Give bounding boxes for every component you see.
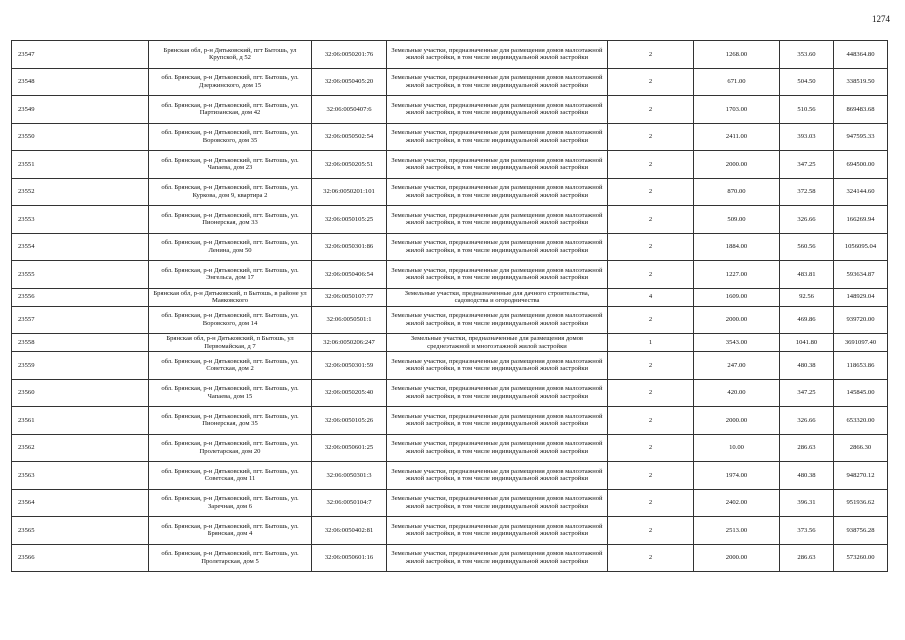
specific-value-cell: 326.66 — [780, 206, 834, 234]
cadastral-value-cell: 1056095.04 — [834, 233, 888, 261]
address-cell: обл. Брянская, р-н Дятьковский, пгт. Бытошь, ул. Брянская, дом 4 — [149, 517, 312, 545]
address-cell: обл. Брянская, р-н Дятьковский, пгт. Бытошь, ул. Пролетарская, дом 20 — [149, 434, 312, 462]
address-cell: обл. Брянская, р-н Дятьковский, пгт. Бытошь, ул. Пионерская, дом 33 — [149, 206, 312, 234]
land-registry-table — [11, 40, 888, 572]
cadastral-value-cell: 166269.94 — [834, 206, 888, 234]
table-row — [12, 41, 888, 69]
cadastral-value-cell: 573260.00 — [834, 544, 888, 572]
cadastral-value-cell: 948270.12 — [834, 462, 888, 490]
land-use-cell: Земельные участки, предназначенные для размещения домов малоэтажной жилой застройки, в том числе индивидуальной жилой застройки — [387, 489, 608, 517]
row-number-cell: 23566 — [12, 544, 149, 572]
cadastral-number-cell: 32:06:0050405:20 — [312, 68, 387, 96]
use-group-cell: 2 — [608, 41, 694, 69]
area-cell: 420.00 — [694, 379, 780, 407]
row-number-cell: 23547 — [12, 41, 149, 69]
use-group-cell: 2 — [608, 306, 694, 334]
area-cell: 1974.00 — [694, 462, 780, 490]
area-cell: 509.00 — [694, 206, 780, 234]
address-cell: Брянская обл, р-н Дятьковский, п Бытошь, ул Первомайская, д 7 — [149, 334, 312, 352]
specific-value-cell: 504.50 — [780, 68, 834, 96]
area-cell: 2513.00 — [694, 517, 780, 545]
row-number-cell: 23557 — [12, 306, 149, 334]
cadastral-value-cell: 2866.30 — [834, 434, 888, 462]
area-cell: 2402.00 — [694, 489, 780, 517]
cadastral-number-cell: 32:06:0050502:54 — [312, 123, 387, 151]
row-number-cell: 23553 — [12, 206, 149, 234]
area-cell: 2000.00 — [694, 151, 780, 179]
table-row — [12, 489, 888, 517]
cadastral-number-cell: 32:06:0050301:3 — [312, 462, 387, 490]
table-row — [12, 306, 888, 334]
address-cell: обл. Брянская, р-н Дятьковский, пгт. Бытошь, ул. Чапаева, дом 23 — [149, 151, 312, 179]
table-body — [12, 41, 888, 572]
row-number-cell: 23550 — [12, 123, 149, 151]
row-number-cell: 23555 — [12, 261, 149, 289]
land-use-cell: Земельные участки, предназначенные для дачного строительства, садоводства и огородничества — [387, 288, 608, 306]
table-row — [12, 123, 888, 151]
table-row — [12, 334, 888, 352]
cadastral-value-cell: 3691097.40 — [834, 334, 888, 352]
page-number: 1274 — [872, 14, 890, 24]
specific-value-cell: 353.60 — [780, 41, 834, 69]
specific-value-cell: 483.81 — [780, 261, 834, 289]
table-row — [12, 462, 888, 490]
row-number-cell: 23554 — [12, 233, 149, 261]
address-cell: Брянская обл, р-н Дятьковский, п Бытошь, в районе ул Маяковского — [149, 288, 312, 306]
use-group-cell: 2 — [608, 517, 694, 545]
area-cell: 1268.00 — [694, 41, 780, 69]
use-group-cell: 2 — [608, 434, 694, 462]
land-use-cell: Земельные участки, предназначенные для размещения домов малоэтажной жилой застройки, в том числе индивидуальной жилой застройки — [387, 178, 608, 206]
address-cell: обл. Брянская, р-н Дятьковский, пгт. Бытошь, ул. Пионерская, дом 35 — [149, 407, 312, 435]
table-row — [12, 544, 888, 572]
specific-value-cell: 480.38 — [780, 352, 834, 380]
specific-value-cell: 393.03 — [780, 123, 834, 151]
area-cell: 2000.00 — [694, 407, 780, 435]
address-cell: обл. Брянская, р-н Дятьковский, пгт. Бытошь, ул. Чапаева, дом 15 — [149, 379, 312, 407]
table-row — [12, 178, 888, 206]
cadastral-number-cell: 32:06:0050601:16 — [312, 544, 387, 572]
cadastral-value-cell: 448364.80 — [834, 41, 888, 69]
address-cell: обл. Брянская, р-н Дятьковский, пгт. Бытошь, ул. Воровского, дом 14 — [149, 306, 312, 334]
area-cell: 247.00 — [694, 352, 780, 380]
table-row — [12, 379, 888, 407]
land-use-cell: Земельные участки, предназначенные для размещения домов малоэтажной жилой застройки, в том числе индивидуальной жилой застройки — [387, 206, 608, 234]
land-use-cell: Земельные участки, предназначенные для размещения домов малоэтажной жилой застройки, в том числе индивидуальной жилой застройки — [387, 306, 608, 334]
specific-value-cell: 286.63 — [780, 434, 834, 462]
row-number-cell: 23560 — [12, 379, 149, 407]
specific-value-cell: 326.66 — [780, 407, 834, 435]
address-cell: обл. Брянская, р-н Дятьковский, пгт. Бытошь, ул. Партизанская, дом 42 — [149, 96, 312, 124]
use-group-cell: 2 — [608, 68, 694, 96]
area-cell: 2000.00 — [694, 306, 780, 334]
land-use-cell: Земельные участки, предназначенные для размещения домов малоэтажной жилой застройки, в том числе индивидуальной жилой застройки — [387, 151, 608, 179]
row-number-cell: 23549 — [12, 96, 149, 124]
cadastral-value-cell: 148929.04 — [834, 288, 888, 306]
row-number-cell: 23565 — [12, 517, 149, 545]
cadastral-number-cell: 32:06:0050107:77 — [312, 288, 387, 306]
table-row — [12, 96, 888, 124]
use-group-cell: 2 — [608, 206, 694, 234]
land-use-cell: Земельные участки, предназначенные для размещения домов малоэтажной жилой застройки, в том числе индивидуальной жилой застройки — [387, 517, 608, 545]
land-use-cell: Земельные участки, предназначенные для размещения домов малоэтажной жилой застройки, в том числе индивидуальной жилой застройки — [387, 41, 608, 69]
land-use-cell: Земельные участки, предназначенные для размещения домов малоэтажной жилой застройки, в том числе индивидуальной жилой застройки — [387, 379, 608, 407]
area-cell: 870.00 — [694, 178, 780, 206]
area-cell: 1227.00 — [694, 261, 780, 289]
cadastral-number-cell: 32:06:0050201:101 — [312, 178, 387, 206]
cadastral-number-cell: 32:06:0050104:7 — [312, 489, 387, 517]
land-use-cell: Земельные участки, предназначенные для размещения домов малоэтажной жилой застройки, в том числе индивидуальной жилой застройки — [387, 261, 608, 289]
use-group-cell: 2 — [608, 352, 694, 380]
land-use-cell: Земельные участки, предназначенные для размещения домов малоэтажной жилой застройки, в том числе индивидуальной жилой застройки — [387, 233, 608, 261]
row-number-cell: 23551 — [12, 151, 149, 179]
use-group-cell: 2 — [608, 151, 694, 179]
cadastral-number-cell: 32:06:0050402:81 — [312, 517, 387, 545]
cadastral-number-cell: 32:06:0050105:26 — [312, 407, 387, 435]
specific-value-cell: 347.25 — [780, 379, 834, 407]
cadastral-number-cell: 32:06:0050407:6 — [312, 96, 387, 124]
table-row — [12, 352, 888, 380]
land-use-cell: Земельные участки, предназначенные для размещения домов малоэтажной жилой застройки, в том числе индивидуальной жилой застройки — [387, 462, 608, 490]
use-group-cell: 4 — [608, 288, 694, 306]
cadastral-number-cell: 32:06:0050201:76 — [312, 41, 387, 69]
address-cell: обл. Брянская, р-н Дятьковский, пгт. Бытошь, ул. Ленина, дом 50 — [149, 233, 312, 261]
cadastral-value-cell: 694500.00 — [834, 151, 888, 179]
table-row — [12, 288, 888, 306]
specific-value-cell: 469.86 — [780, 306, 834, 334]
use-group-cell: 2 — [608, 178, 694, 206]
use-group-cell: 2 — [608, 261, 694, 289]
row-number-cell: 23556 — [12, 288, 149, 306]
cadastral-number-cell: 32:06:0050601:25 — [312, 434, 387, 462]
specific-value-cell: 373.56 — [780, 517, 834, 545]
cadastral-number-cell: 32:06:0050205:51 — [312, 151, 387, 179]
row-number-cell: 23564 — [12, 489, 149, 517]
use-group-cell: 2 — [608, 462, 694, 490]
cadastral-value-cell: 947595.33 — [834, 123, 888, 151]
row-number-cell: 23558 — [12, 334, 149, 352]
table-row — [12, 68, 888, 96]
land-use-cell: Земельные участки, предназначенные для размещения домов среднеэтажной и многоэтажной жилой застройки — [387, 334, 608, 352]
row-number-cell: 23552 — [12, 178, 149, 206]
specific-value-cell: 92.56 — [780, 288, 834, 306]
address-cell: обл. Брянская, р-н Дятьковский, пгт. Бытошь, ул. Советская, дом 2 — [149, 352, 312, 380]
address-cell: обл. Брянская, р-н Дятьковский, пгт. Бытошь, ул. Советская, дом 11 — [149, 462, 312, 490]
cadastral-value-cell: 338519.50 — [834, 68, 888, 96]
land-use-cell: Земельные участки, предназначенные для размещения домов малоэтажной жилой застройки, в том числе индивидуальной жилой застройки — [387, 434, 608, 462]
address-cell: обл. Брянская, р-н Дятьковский, пгт. Бытошь, ул. Куркова, дом 9, квартира 2 — [149, 178, 312, 206]
address-cell: обл. Брянская, р-н Дятьковский, пгт. Бытошь, ул. Пролетарская, дом 5 — [149, 544, 312, 572]
cadastral-value-cell: 593634.87 — [834, 261, 888, 289]
table-row — [12, 407, 888, 435]
land-use-cell: Земельные участки, предназначенные для размещения домов малоэтажной жилой застройки, в том числе индивидуальной жилой застройки — [387, 123, 608, 151]
table-row — [12, 151, 888, 179]
use-group-cell: 1 — [608, 334, 694, 352]
cadastral-value-cell: 145845.00 — [834, 379, 888, 407]
address-cell: обл. Брянская, р-н Дятьковский, пгт. Бытошь, ул. Дзержинского, дом 15 — [149, 68, 312, 96]
specific-value-cell: 510.56 — [780, 96, 834, 124]
specific-value-cell: 347.25 — [780, 151, 834, 179]
cadastral-number-cell: 32:06:0050301:59 — [312, 352, 387, 380]
address-cell: Брянская обл, р-н Дятьковский, пгт Бытошь, ул Крупской, д 52 — [149, 41, 312, 69]
table-row — [12, 261, 888, 289]
cadastral-value-cell: 118653.86 — [834, 352, 888, 380]
area-cell: 3543.00 — [694, 334, 780, 352]
use-group-cell: 2 — [608, 233, 694, 261]
cadastral-value-cell: 869483.68 — [834, 96, 888, 124]
use-group-cell: 2 — [608, 544, 694, 572]
area-cell: 1609.00 — [694, 288, 780, 306]
cadastral-number-cell: 32:06:0050406:54 — [312, 261, 387, 289]
cadastral-value-cell: 951936.62 — [834, 489, 888, 517]
use-group-cell: 2 — [608, 489, 694, 517]
cadastral-value-cell: 938756.28 — [834, 517, 888, 545]
cadastral-value-cell: 324144.60 — [834, 178, 888, 206]
area-cell: 671.00 — [694, 68, 780, 96]
specific-value-cell: 480.38 — [780, 462, 834, 490]
row-number-cell: 23563 — [12, 462, 149, 490]
area-cell: 2411.00 — [694, 123, 780, 151]
table-row — [12, 434, 888, 462]
land-use-cell: Земельные участки, предназначенные для размещения домов малоэтажной жилой застройки, в том числе индивидуальной жилой застройки — [387, 96, 608, 124]
area-cell: 1703.00 — [694, 96, 780, 124]
row-number-cell: 23562 — [12, 434, 149, 462]
cadastral-number-cell: 32:06:0050206:247 — [312, 334, 387, 352]
cadastral-number-cell: 32:06:0050105:25 — [312, 206, 387, 234]
table-row — [12, 517, 888, 545]
cadastral-number-cell: 32:06:0050301:86 — [312, 233, 387, 261]
use-group-cell: 2 — [608, 123, 694, 151]
address-cell: обл. Брянская, р-н Дятьковский, пгт. Бытошь, ул. Заречная, дом 6 — [149, 489, 312, 517]
land-use-cell: Земельные участки, предназначенные для размещения домов малоэтажной жилой застройки, в том числе индивидуальной жилой застройки — [387, 407, 608, 435]
land-use-cell: Земельные участки, предназначенные для размещения домов малоэтажной жилой застройки, в том числе индивидуальной жилой застройки — [387, 68, 608, 96]
area-cell: 10.00 — [694, 434, 780, 462]
cadastral-number-cell: 32:06:0050501:1 — [312, 306, 387, 334]
specific-value-cell: 1041.80 — [780, 334, 834, 352]
address-cell: обл. Брянская, р-н Дятьковский, пгт. Бытошь, ул. Энгельса, дом 17 — [149, 261, 312, 289]
specific-value-cell: 560.56 — [780, 233, 834, 261]
land-use-cell: Земельные участки, предназначенные для размещения домов малоэтажной жилой застройки, в том числе индивидуальной жилой застройки — [387, 352, 608, 380]
row-number-cell: 23548 — [12, 68, 149, 96]
specific-value-cell: 372.58 — [780, 178, 834, 206]
use-group-cell: 2 — [608, 407, 694, 435]
cadastral-number-cell: 32:06:0050205:40 — [312, 379, 387, 407]
area-cell: 1884.00 — [694, 233, 780, 261]
row-number-cell: 23561 — [12, 407, 149, 435]
land-use-cell: Земельные участки, предназначенные для размещения домов малоэтажной жилой застройки, в том числе индивидуальной жилой застройки — [387, 544, 608, 572]
specific-value-cell: 396.31 — [780, 489, 834, 517]
address-cell: обл. Брянская, р-н Дятьковский, пгт. Бытошь, ул. Воровского, дом 35 — [149, 123, 312, 151]
cadastral-value-cell: 653320.00 — [834, 407, 888, 435]
table-row — [12, 233, 888, 261]
specific-value-cell: 286.63 — [780, 544, 834, 572]
cadastral-value-cell: 939720.00 — [834, 306, 888, 334]
table-row — [12, 206, 888, 234]
use-group-cell: 2 — [608, 96, 694, 124]
use-group-cell: 2 — [608, 379, 694, 407]
area-cell: 2000.00 — [694, 544, 780, 572]
row-number-cell: 23559 — [12, 352, 149, 380]
